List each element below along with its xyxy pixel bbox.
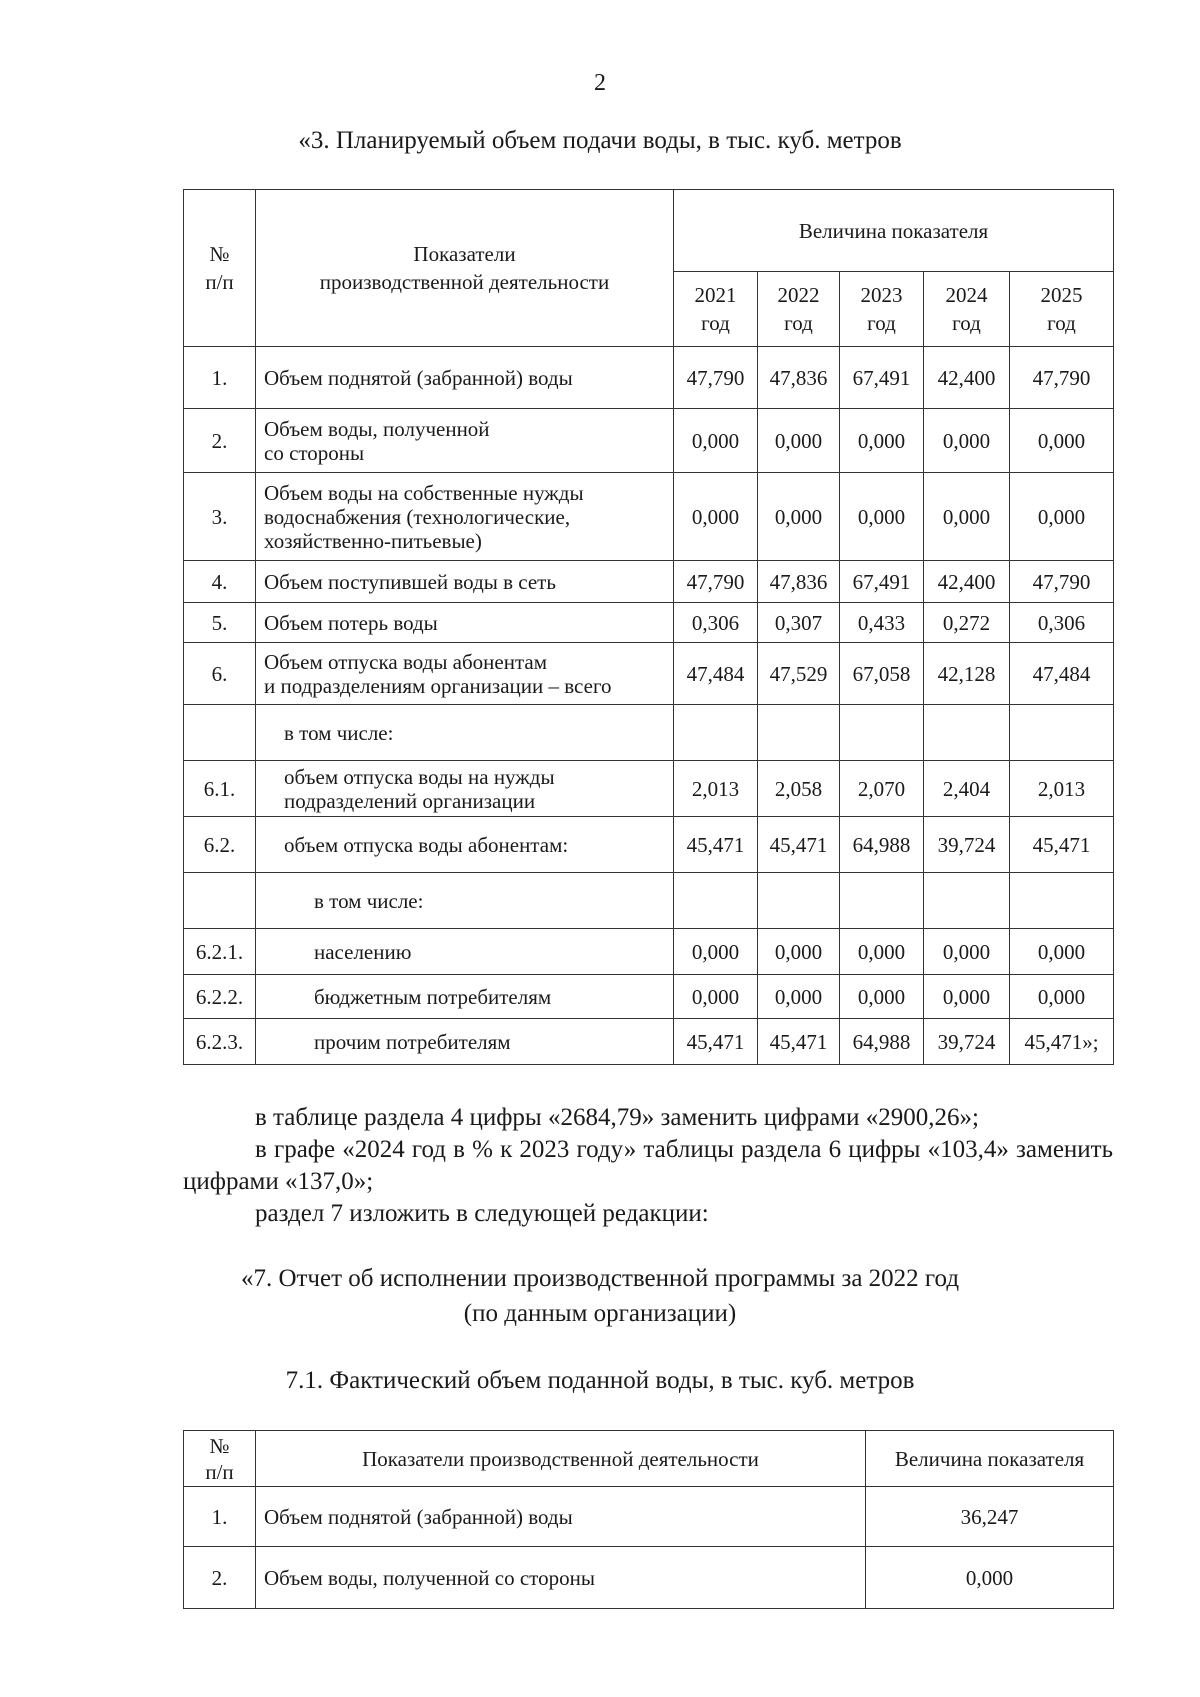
row-value: 2,013 [1010,761,1114,817]
row-value [1010,705,1114,761]
row-number [184,873,256,929]
row-value [1010,873,1114,929]
row-label: Объем поднятой (забранной) воды [256,347,674,409]
row-value: 47,484 [1010,643,1114,705]
header-year: 2023 год [840,272,924,347]
header-year: 2024 год [924,272,1010,347]
header-year: 2021 год [674,272,758,347]
header-value: Величина показателя [866,1431,1114,1487]
section-3-title: «3. Планируемый объем подачи воды, в тыс. куб. метров [298,127,902,154]
row-value: 47,836 [758,561,840,603]
row-value: 67,058 [840,643,924,705]
row-value: 42,400 [924,561,1010,603]
table-row [184,1547,1114,1609]
row-value: 47,790 [1010,561,1114,603]
row-number: 1. [184,1487,256,1547]
row-value: 47,836 [758,347,840,409]
row-value: 0,000 [840,409,924,473]
row-value: 0,307 [758,603,840,643]
row-value: 45,471 [758,1019,840,1065]
row-value: 0,433 [840,603,924,643]
amendments-text [183,1102,1113,1230]
row-value: 67,491 [840,561,924,603]
row-value: 0,000 [1010,975,1114,1019]
row-label: Объем поступившей воды в сеть [256,561,674,603]
row-number: 6.2.1. [184,929,256,975]
header-indicator: Показатели производственной деятельности [256,1431,866,1487]
row-value [840,873,924,929]
row-value: 0,000 [1010,929,1114,975]
row-label: Объем поднятой (забранной) воды [256,1487,866,1547]
amendment-paragraph: в таблице раздела 4 цифры «2684,79» заменить цифрами «2900,26»; [255,1104,979,1131]
row-value [674,873,758,929]
row-value: 0,000 [1010,473,1114,561]
row-value: 47,790 [674,561,758,603]
row-label: в том числе: [256,873,674,929]
row-value: 0,000 [674,409,758,473]
row-value: 47,529 [758,643,840,705]
row-value: 45,471 [674,817,758,873]
row-value: 0,306 [1010,603,1114,643]
row-value: 64,988 [840,1019,924,1065]
section-7-subtitle: (по данным организации) [463,1300,737,1327]
amendment-paragraph: раздел 7 изложить в следующей редакции: [255,1200,709,1227]
row-value [840,705,924,761]
row-value: 0,000 [758,409,840,473]
header-year: 2022 год [758,272,840,347]
row-value: 0,272 [924,603,1010,643]
planned-water-supply-table [183,189,1114,1065]
row-value: 0,000 [758,473,840,561]
row-value: 2,404 [924,761,1010,817]
row-label: Объем потерь воды [256,603,674,643]
row-number: 6.2.3. [184,1019,256,1065]
page-number: 2 [594,70,606,96]
row-label: в том числе: [256,705,674,761]
row-value: 0,000 [924,929,1010,975]
row-label: Объем воды на собственные нужды водоснабжения (технологические, хозяйственно-питьевые) [256,473,674,561]
table-row [184,817,1114,873]
row-value: 67,491 [840,347,924,409]
table-row [184,929,1114,975]
row-value: 0,000 [1010,409,1114,473]
row-label: Объем воды, полученной со стороны [256,1547,866,1609]
row-value: 2,070 [840,761,924,817]
row-label: населению [256,929,674,975]
row-value: 36,247 [866,1487,1114,1547]
row-number [184,705,256,761]
row-label: объем отпуска воды абонентам: [256,817,674,873]
row-value: 45,471 [674,1019,758,1065]
amendment-paragraph: в графе «2024 год в % к 2023 году» таблицы раздела 6 цифры «103,4» заменить цифрами «137,0»; [183,1136,1113,1195]
table-row [184,1487,1114,1547]
row-value: 47,484 [674,643,758,705]
header-value-group: Величина показателя [674,190,1114,272]
table-row [184,603,1114,643]
row-label: Объем отпуска воды абонентам и подразделениям организации – всего [256,643,674,705]
section-7-title: «7. Отчет об исполнении производственной программы за 2022 год [240,1265,960,1292]
row-value: 45,471 [1010,817,1114,873]
row-value: 0,000 [866,1547,1114,1609]
row-number: 2. [184,1547,256,1609]
section-7-1-title: 7.1. Фактический объем поданной воды, в тыс. куб. метров [285,1367,915,1394]
table-row [184,761,1114,817]
row-value: 45,471 [758,817,840,873]
row-value: 0,000 [924,409,1010,473]
row-label: объем отпуска воды на нужды подразделений организации [256,761,674,817]
row-label: Объем воды, полученной со стороны [256,409,674,473]
row-value: 42,400 [924,347,1010,409]
row-value: 2,013 [674,761,758,817]
row-value: 47,790 [674,347,758,409]
actual-water-supply-table [183,1430,1114,1609]
row-value: 0,000 [758,929,840,975]
row-value [924,873,1010,929]
row-value: 0,000 [674,929,758,975]
table-row [184,975,1114,1019]
row-number: 6.2.2. [184,975,256,1019]
row-value: 39,724 [924,817,1010,873]
row-value: 0,306 [674,603,758,643]
table-row [184,643,1114,705]
row-value: 0,000 [840,473,924,561]
row-number: 5. [184,603,256,643]
header-num: № п/п [184,190,256,347]
row-label: бюджетным потребителям [256,975,674,1019]
row-number: 4. [184,561,256,603]
row-value: 0,000 [840,975,924,1019]
row-number: 6.1. [184,761,256,817]
table-row [184,873,1114,929]
row-number: 3. [184,473,256,561]
row-label: прочим потребителям [256,1019,674,1065]
table-row [184,409,1114,473]
row-value: 47,790 [1010,347,1114,409]
row-number: 6.2. [184,817,256,873]
row-value: 42,128 [924,643,1010,705]
table-row [184,1019,1114,1065]
header-year: 2025 год [1010,272,1114,347]
row-value [924,705,1010,761]
row-value: 0,000 [674,473,758,561]
header-indicator: Показатели производственной деятельности [256,190,674,347]
row-value [758,705,840,761]
row-value: 0,000 [840,929,924,975]
row-value: 45,471»; [1010,1019,1114,1065]
row-value [758,873,840,929]
row-number: 6. [184,643,256,705]
row-value: 0,000 [924,473,1010,561]
row-value [674,705,758,761]
row-value: 2,058 [758,761,840,817]
row-value: 0,000 [758,975,840,1019]
table-row [184,561,1114,603]
row-number: 2. [184,409,256,473]
table-row [184,347,1114,409]
table-row [184,705,1114,761]
header-num: № п/п [184,1431,256,1487]
row-value: 39,724 [924,1019,1010,1065]
row-value: 64,988 [840,817,924,873]
row-value: 0,000 [924,975,1010,1019]
row-number: 1. [184,347,256,409]
row-value: 0,000 [674,975,758,1019]
table-row [184,473,1114,561]
